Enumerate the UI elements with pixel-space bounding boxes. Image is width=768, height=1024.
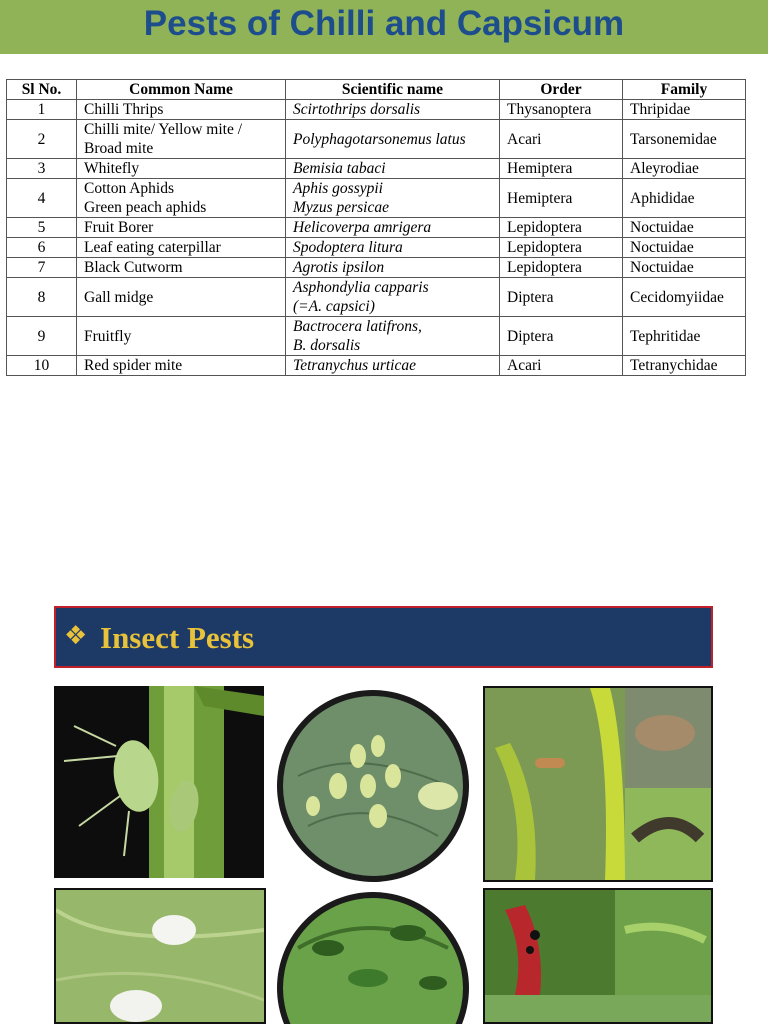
aphid-on-stem-photo: [54, 686, 264, 878]
fruit-borer-photo: [483, 686, 713, 882]
cell-common-name: [77, 120, 286, 159]
cell-scientific-name-line: (=A. capsici): [293, 298, 375, 315]
table-header-row: [7, 80, 746, 100]
cell-sl-no: 6: [7, 238, 77, 258]
cell-scientific-name-line: Scirtothrips dorsalis: [293, 101, 421, 118]
cell-family: Tephritidae: [623, 317, 746, 356]
page-title: Pests of Chilli and Capsicum: [143, 4, 625, 43]
banner-title: Insect Pests: [100, 620, 255, 655]
header-scientific-name: Scientific name: [286, 80, 500, 100]
whitefly-photo: [54, 888, 266, 1024]
fruit-damage-photo: [483, 888, 713, 1024]
table-row: [7, 317, 746, 356]
table-row: [7, 218, 746, 238]
cell-sl-no: 3: [7, 159, 77, 179]
cell-scientific-name-line: Tetranychus urticae: [293, 357, 416, 374]
cell-order: Hemiptera: [500, 159, 623, 179]
cell-common-name-line: Cotton Aphids: [84, 180, 175, 197]
cell-order: Acari: [500, 120, 623, 159]
cell-common-name-line: Fruitfly: [84, 327, 132, 345]
cell-scientific-name-line: Bemisia tabaci: [293, 160, 386, 177]
cell-order: Lepidoptera: [500, 258, 623, 278]
table-row: [7, 120, 746, 159]
cell-scientific-name-line: B. dorsalis: [293, 337, 361, 354]
header-common-name: Common Name: [77, 80, 286, 100]
cell-sl-no: 5: [7, 218, 77, 238]
cell-common-name: [77, 218, 286, 238]
table-row: [7, 159, 746, 179]
cell-common-name: [77, 356, 286, 376]
cell-scientific-name: [286, 218, 500, 238]
cell-sl-no: 4: [7, 179, 77, 218]
cell-sl-no: 8: [7, 278, 77, 317]
cell-scientific-name: [286, 278, 500, 317]
cell-scientific-name: [286, 100, 500, 120]
cell-scientific-name-line: Asphondylia capparis: [293, 279, 429, 296]
cell-scientific-name: [286, 159, 500, 179]
cell-order: Lepidoptera: [500, 218, 623, 238]
cell-scientific-name: [286, 356, 500, 376]
cell-family: Aleyrodiae: [623, 159, 746, 179]
cell-common-name-line: Green peach aphids: [84, 199, 207, 216]
cell-common-name: [77, 258, 286, 278]
cell-family: Noctuidae: [623, 258, 746, 278]
cell-scientific-name: [286, 317, 500, 356]
cell-order: Diptera: [500, 278, 623, 317]
cell-common-name-line: Fruit Borer: [84, 219, 154, 236]
cell-common-name-line: Chilli mite/ Yellow mite /: [84, 121, 243, 138]
cell-sl-no: 7: [7, 258, 77, 278]
cell-common-name-line: Black Cutworm: [84, 259, 183, 276]
cell-scientific-name-line: Spodoptera litura: [293, 239, 403, 256]
cell-scientific-name: [286, 120, 500, 159]
diamond-bullet-icon: ❖: [64, 621, 88, 651]
cell-scientific-name: [286, 258, 500, 278]
cell-common-name: [77, 159, 286, 179]
cell-scientific-name-line: Aphis gossypii: [293, 180, 383, 197]
table-row: [7, 278, 746, 317]
table-row: [7, 258, 746, 278]
cell-common-name: [77, 100, 286, 120]
table-row: [7, 238, 746, 258]
cell-family: Tarsonemidae: [623, 120, 746, 159]
cell-scientific-name-line: Polyphagotarsonemus latus: [293, 130, 466, 148]
cell-order: Lepidoptera: [500, 238, 623, 258]
cell-family: Noctuidae: [623, 238, 746, 258]
insect-pests-banner: [54, 606, 713, 668]
cell-common-name-line: Whitefly: [84, 160, 140, 177]
cell-sl-no: 1: [7, 100, 77, 120]
cell-common-name-line: Chilli Thrips: [84, 101, 164, 118]
table-row: [7, 179, 746, 218]
cell-scientific-name-line: Myzus persicae: [293, 199, 389, 216]
cell-sl-no: 9: [7, 317, 77, 356]
header-order: Order: [500, 80, 623, 100]
cell-common-name: [77, 278, 286, 317]
cell-order: Hemiptera: [500, 179, 623, 218]
cell-scientific-name: [286, 238, 500, 258]
cell-common-name: [77, 317, 286, 356]
cell-scientific-name: [286, 179, 500, 218]
chilli-plant-photo: [268, 888, 478, 1024]
cell-common-name: [77, 179, 286, 218]
cell-common-name-line: Broad mite: [84, 140, 154, 157]
cell-family: Noctuidae: [623, 218, 746, 238]
cell-family: Aphididae: [623, 179, 746, 218]
table-body: [7, 100, 746, 376]
aphid-colony-photo: [268, 686, 478, 884]
table-row: [7, 100, 746, 120]
cell-family: Tetranychidae: [623, 356, 746, 376]
header-sl-no: Sl No.: [7, 80, 77, 100]
cell-order: Thysanoptera: [500, 100, 623, 120]
cell-scientific-name-line: Helicoverpa amrigera: [293, 219, 432, 236]
pests-table: [6, 79, 746, 376]
cell-order: Acari: [500, 356, 623, 376]
cell-order: Diptera: [500, 317, 623, 356]
table-row: [7, 356, 746, 376]
cell-common-name: [77, 238, 286, 258]
cell-family: Thripidae: [623, 100, 746, 120]
cell-common-name-line: Gall midge: [84, 288, 154, 306]
cell-scientific-name-line: Bactrocera latifrons,: [293, 318, 422, 335]
cell-common-name-line: Red spider mite: [84, 357, 183, 374]
cell-scientific-name-line: Agrotis ipsilon: [293, 259, 385, 276]
cell-common-name-line: Leaf eating caterpillar: [84, 239, 221, 256]
cell-sl-no: 2: [7, 120, 77, 159]
header-family: Family: [623, 80, 746, 100]
cell-family: Cecidomyiidae: [623, 278, 746, 317]
cell-sl-no: 10: [7, 356, 77, 376]
